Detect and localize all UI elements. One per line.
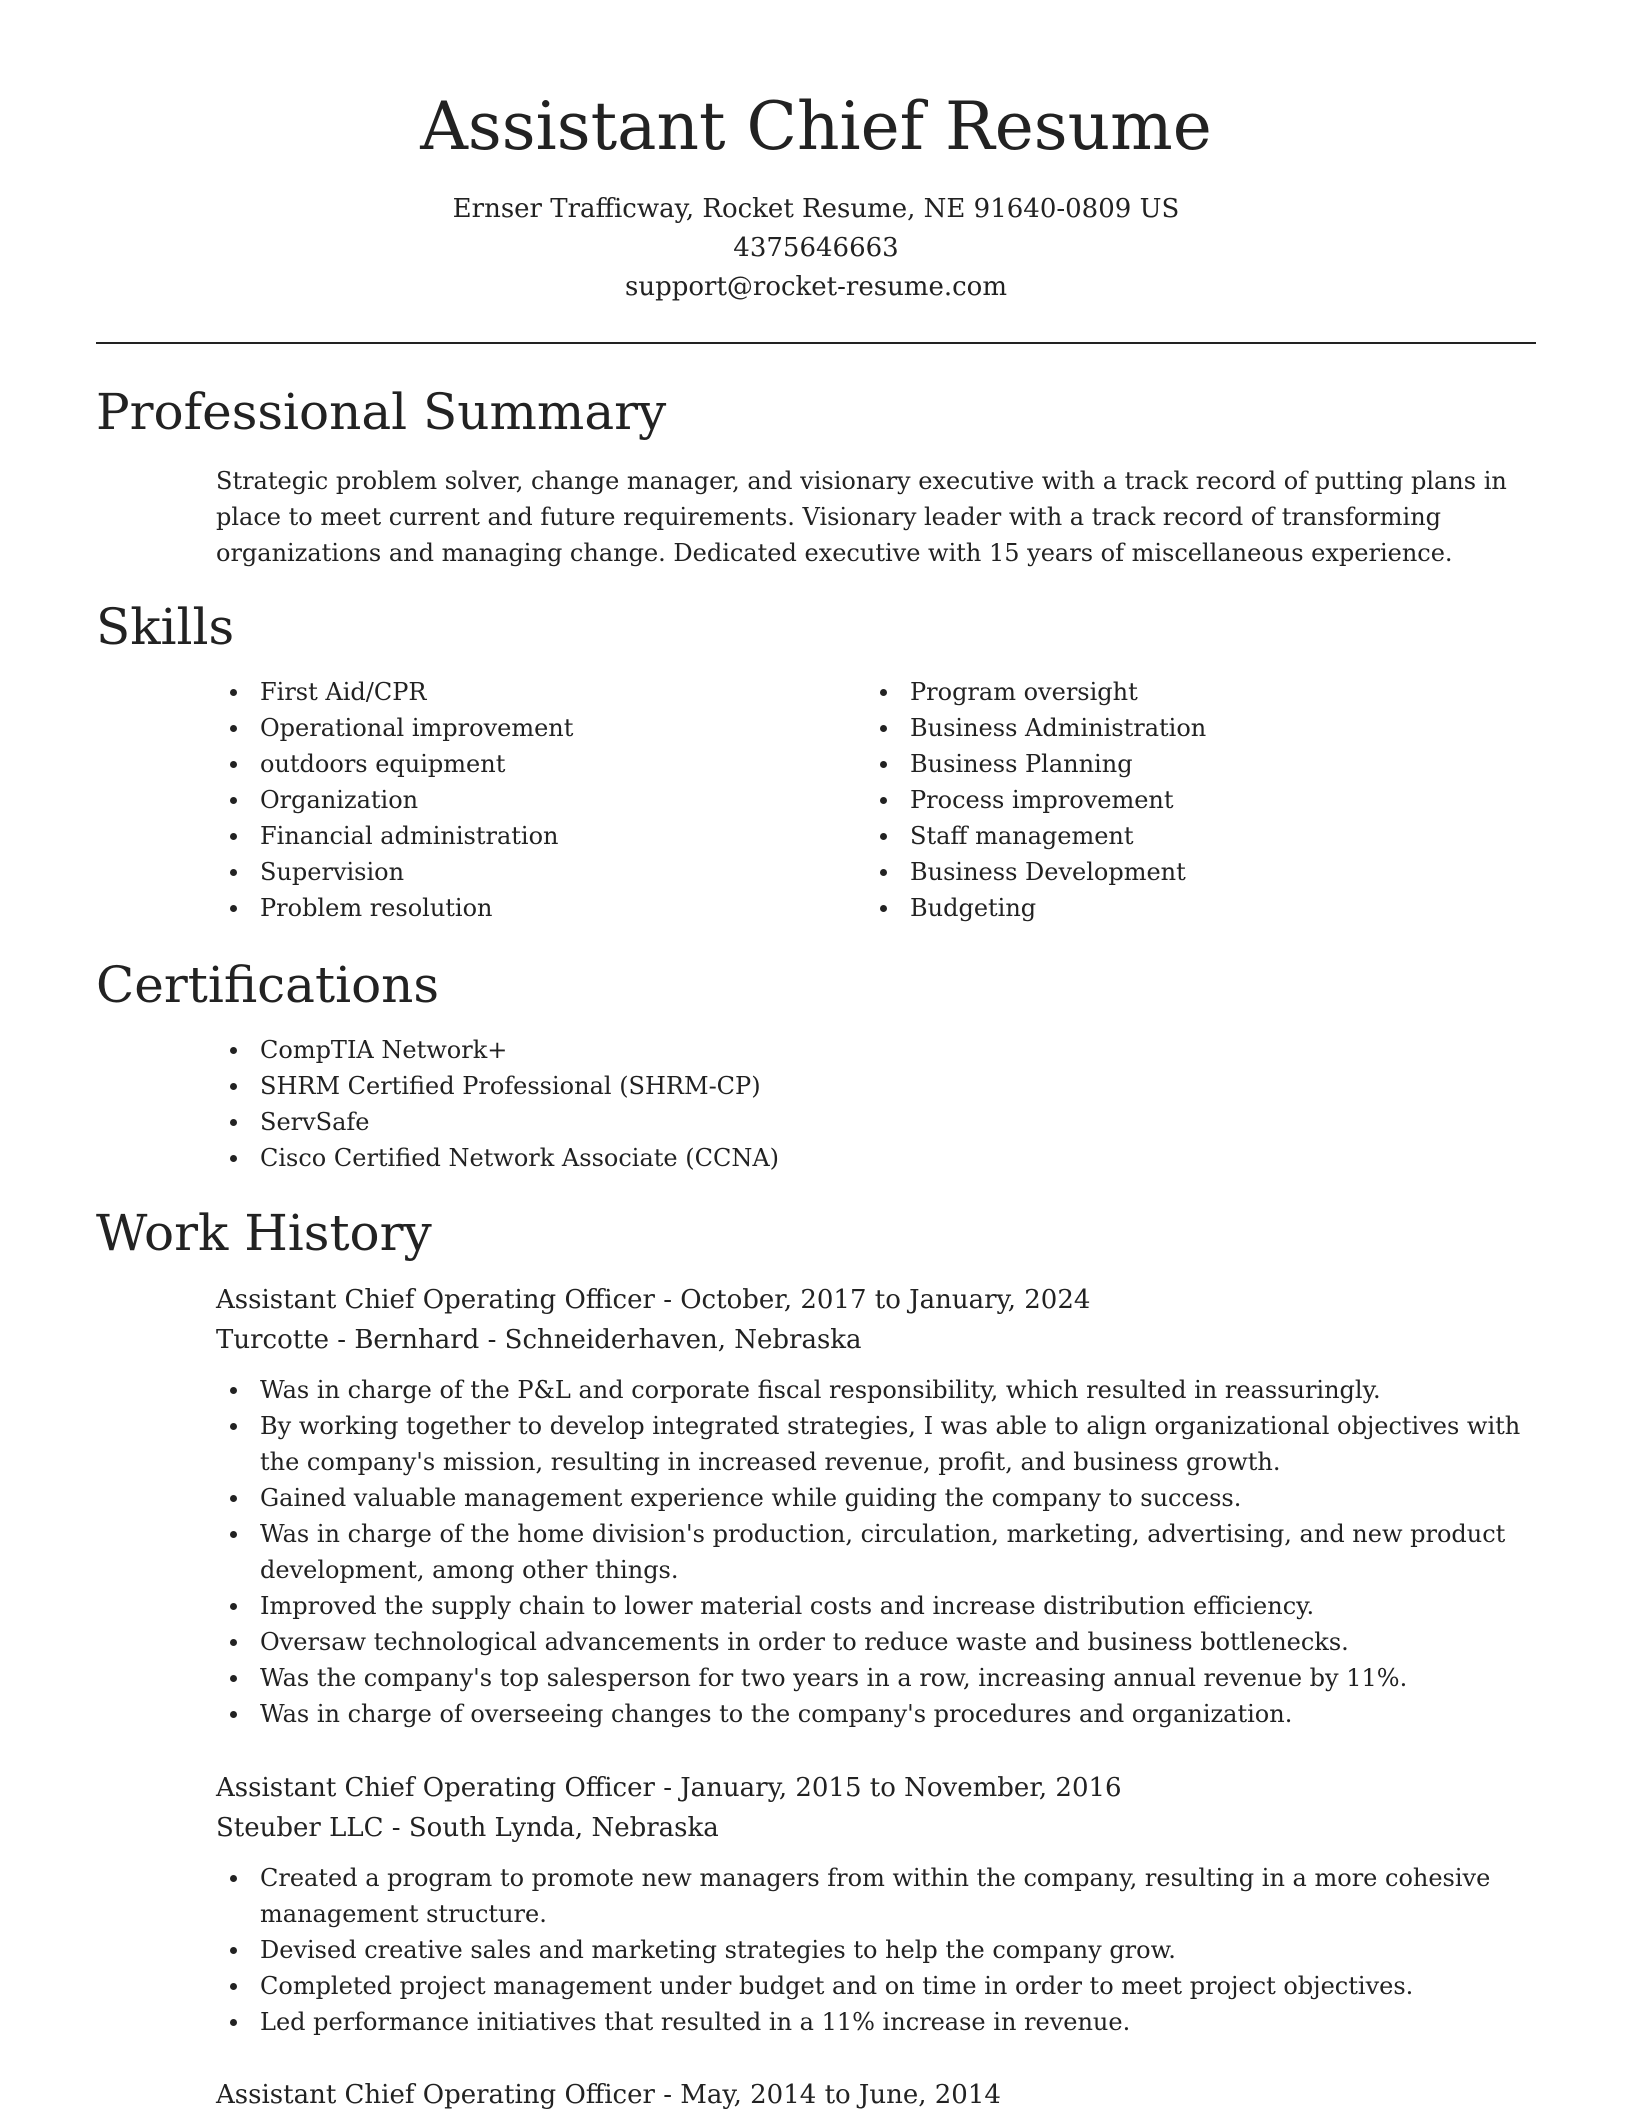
job-bullet: Devised creative sales and marketing strategies to help the company grow.	[216, 1932, 1536, 1968]
job-bullet: Led performance initiatives that resulted in a 11% increase in revenue.	[216, 2004, 1536, 2040]
contact-email: support@rocket-resume.com	[624, 272, 1007, 302]
job-title: Assistant Chief Operating Officer - October, 2017 to January, 2024	[216, 1285, 1091, 1315]
skill-item: Budgeting	[866, 890, 1466, 926]
job-bullet: Completed project management under budget and on time in order to meet project objectives.	[216, 1968, 1536, 2004]
skill-item: Organization	[216, 782, 816, 818]
job-company: Steuber LLC - South Lynda, Nebraska	[216, 1813, 719, 1843]
skill-item: Financial administration	[216, 818, 816, 854]
contact-block	[0, 190, 1632, 307]
job-bullet: Was in charge of overseeing changes to the company's procedures and organization.	[216, 1696, 1536, 1732]
job-bullets	[216, 1372, 1536, 1732]
section-title-skills: Skills	[96, 598, 235, 656]
job-company: Turcotte - Bernhard - Schneiderhaven, Nebraska	[216, 1325, 862, 1355]
skills-list-right	[866, 674, 1466, 926]
header-divider	[96, 342, 1536, 344]
job-bullet: Improved the supply chain to lower material costs and increase distribution efficiency.	[216, 1588, 1536, 1624]
skill-item: First Aid/CPR	[216, 674, 816, 710]
skill-item: Operational improvement	[216, 710, 816, 746]
certification-item: SHRM Certified Professional (SHRM-CP)	[216, 1068, 1216, 1104]
section-title-summary: Professional Summary	[96, 383, 667, 441]
job-bullet: Was the company's top salesperson for two years in a row, increasing annual revenue by 11%.	[216, 1660, 1536, 1696]
skill-item: Program oversight	[866, 674, 1466, 710]
certifications-list	[216, 1032, 1216, 1176]
section-title-certifications: Certifications	[96, 956, 440, 1014]
job-entry	[216, 1280, 1536, 1732]
skill-item: Business Administration	[866, 710, 1466, 746]
skill-item: Business Planning	[866, 746, 1466, 782]
skill-item: Problem resolution	[216, 890, 816, 926]
job-title: Assistant Chief Operating Officer - May, 2014 to June, 2014	[216, 2080, 1001, 2110]
job-bullet: By working together to develop integrated strategies, I was able to align organizational objectives with the company's mission, resulting in increased revenue, profit, and business growth.	[216, 1408, 1536, 1480]
job-bullets	[216, 1860, 1536, 2040]
skills-list-left	[216, 674, 816, 926]
resume-title: Assistant Chief Resume	[420, 88, 1212, 165]
summary-text: Strategic problem solver, change manager, and visionary executive with a track record of putting plans in place to meet current and future requirements. Visionary leader with a track record of transforming organizations and managing change. Dedicated executive with 15 years of miscellaneous experience.	[216, 467, 1507, 567]
skill-item: Process improvement	[866, 782, 1466, 818]
skill-item: outdoors equipment	[216, 746, 816, 782]
skill-item: Business Development	[866, 854, 1466, 890]
certification-item: CompTIA Network+	[216, 1032, 1216, 1068]
certification-item: Cisco Certified Network Associate (CCNA)	[216, 1140, 1216, 1176]
certification-item: ServSafe	[216, 1104, 1216, 1140]
job-bullet: Was in charge of the P&L and corporate fiscal responsibility, which resulted in reassuringly.	[216, 1372, 1536, 1408]
skill-item: Supervision	[216, 854, 816, 890]
job-bullet: Was in charge of the home division's production, circulation, marketing, advertising, and new product development, among other things.	[216, 1516, 1536, 1588]
job-entry	[216, 2075, 1536, 2115]
job-bullet: Oversaw technological advancements in order to reduce waste and business bottlenecks.	[216, 1624, 1536, 1660]
job-bullet: Created a program to promote new managers from within the company, resulting in a more cohesive management structure.	[216, 1860, 1536, 1932]
job-entry	[216, 1768, 1536, 2040]
job-title: Assistant Chief Operating Officer - January, 2015 to November, 2016	[216, 1773, 1122, 1803]
contact-address: Ernser Trafficway, Rocket Resume, NE 91640-0809 US	[452, 194, 1180, 224]
job-bullet: Gained valuable management experience while guiding the company to success.	[216, 1480, 1536, 1516]
section-title-work-history: Work History	[96, 1204, 432, 1262]
contact-phone: 4375646663	[733, 233, 899, 263]
skill-item: Staff management	[866, 818, 1466, 854]
